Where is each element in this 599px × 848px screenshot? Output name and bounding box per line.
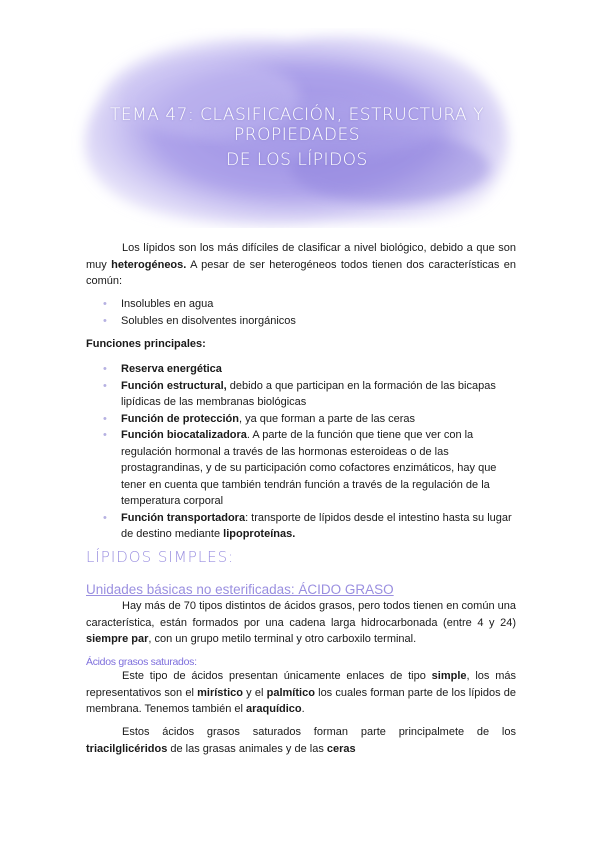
section-heading-lipidos-simples: LÍPIDOS SIMPLES: (86, 548, 235, 566)
item-bold: Función estructural, (121, 379, 227, 392)
list-item (103, 427, 515, 510)
sat-text-4: los cuales forman parte de los lípidos de membrana. Tenemos también el (86, 686, 517, 715)
list-item (103, 510, 515, 543)
sat-bold: simple (431, 670, 467, 682)
intro-text: Los lípidos son los más difíciles de clasificar a nivel biológico, debido a que son muy (86, 242, 516, 271)
functions-heading (86, 336, 516, 353)
sat2-bold: triacilglicéridos (86, 742, 168, 755)
saturated-paragraph (86, 668, 516, 718)
item-bold: Función biocatalizadora (121, 429, 247, 441)
list-item (103, 411, 515, 428)
saturated-paragraph-2 (86, 724, 516, 757)
item-bold: Función transportadora (121, 511, 246, 524)
sat-bold-4: araquídico (246, 703, 302, 715)
section-subheading-saturados: Ácidos grasos saturados: (86, 656, 197, 668)
sat2-text-2: de las grasas animales y de las (167, 742, 327, 755)
item-text: : transporte de lípidos desde el intestino hasta su lugar de destino mediante (121, 511, 512, 540)
document-title-line1: TEMA 47: CLASIFICACIÓN, ESTRUCTURA Y PROPIEDADES (110, 105, 484, 145)
sat-text: Este tipo de ácidos presentan únicamente enlaces de tipo (122, 670, 432, 682)
sat-text-5: . (301, 703, 305, 715)
sat2-text: Estos ácidos grasos saturados forman parte principalmete de los (122, 726, 516, 738)
functions-list (103, 361, 515, 543)
intro-paragraph (86, 240, 516, 290)
fatty-text-2: , con un grupo metilo terminal y otro carboxilo terminal. (148, 633, 417, 645)
list-item (103, 378, 515, 411)
section-subheading-acido-graso: Unidades básicas no esterificadas: ÁCIDO GRASO (86, 582, 394, 597)
sat-bold-3: palmítico (266, 686, 315, 699)
intro-text-2: A pesar de ser heterogéneos todos tienen dos características en común: (86, 258, 516, 287)
fatty-text: Hay más de 70 tipos distintos de ácidos grasos, pero todos tienen en común una característica, están formados por una cadena larga hidrocarbonada (entre 4 y 24) (86, 600, 516, 629)
list-item: • Solubles en disolventes inorgánicos (103, 313, 515, 330)
common-list (103, 296, 515, 329)
sat-bold-2: mirístico (197, 686, 243, 699)
sat2-bold-2: ceras (326, 742, 356, 755)
fatty-bold: siempre par (86, 633, 149, 645)
list-item: • Insolubles en agua (103, 296, 515, 313)
functions-heading-text: Funciones principales: (86, 338, 206, 350)
item-text: . A parte de la función que tiene que ver con la regulación hormonal a través de las hormonas esteroideas o de las prostagrandinas, y de su participación como cofactores enzimáticos, hay que tener en cuenta que también tendrán función a través de la regulación de la temperatura corporal (121, 429, 497, 507)
sat-text-2: , los más representativos son el (86, 670, 516, 699)
item-text: , ya que forman a parte de las ceras (238, 412, 416, 425)
sat-text-3: y el (242, 686, 267, 699)
document-title-line2: DE LOS LÍPIDOS (226, 150, 368, 170)
item-bold-2: lipoproteínas. (223, 528, 296, 540)
fatty-acid-paragraph (86, 598, 516, 648)
item-bold: Reserva energética (121, 363, 222, 375)
item-bold: Función de protección (121, 412, 239, 425)
list-item (103, 361, 515, 378)
intro-bold: heterogéneos. (111, 258, 187, 271)
item-text: debido a que participan en la formación de las bicapas lipídicas de las membranas biológicas (121, 379, 496, 408)
